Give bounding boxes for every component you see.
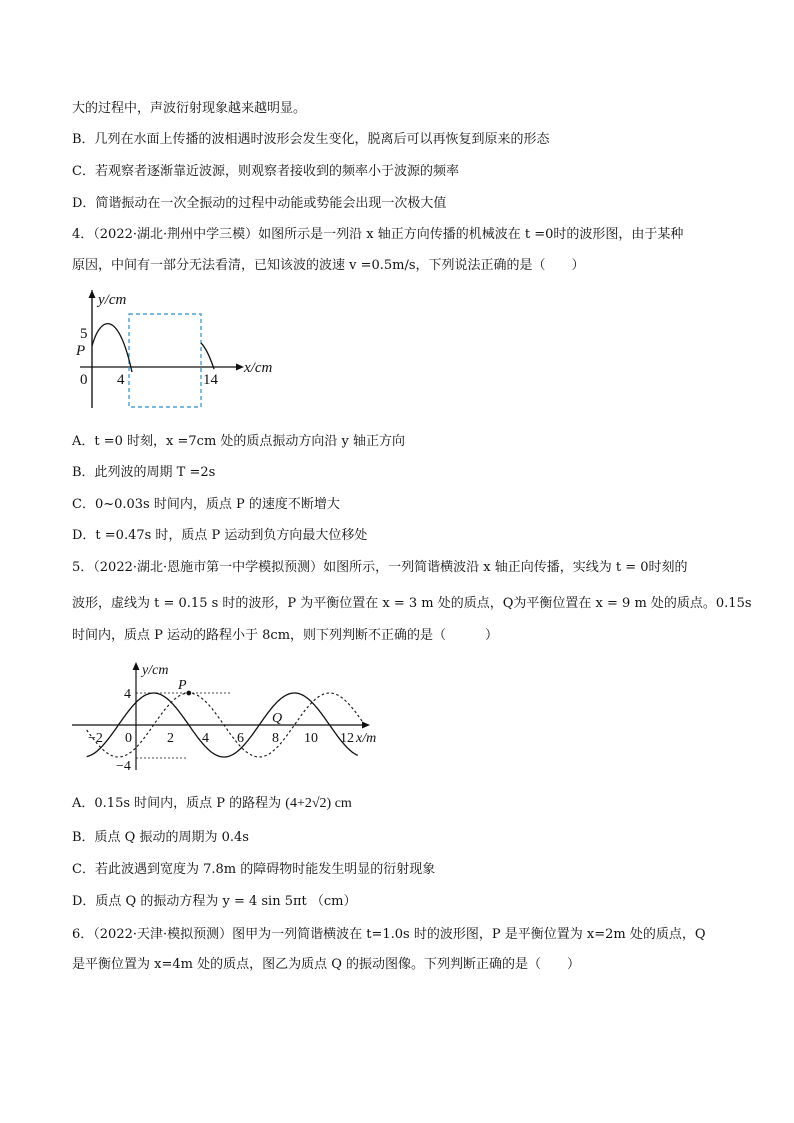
x-tick-12: 12	[340, 731, 354, 746]
question-4-stem: 4．（2022·湖北·荆州中学三模）如图所示是一列沿 x 轴正方向传播的机械波在 t =0时的波形图，由于某种	[72, 227, 684, 242]
y-axis-label: y/cm	[98, 292, 127, 308]
x-axis-label: x/cm	[244, 360, 273, 376]
question-6-stem: 6．（2022·天津·模拟预测）图甲为一列简谐横波在 t=1.0s 时的波形图，P 是平衡位置为 x=2m 处的质点，Q	[72, 927, 706, 942]
y-axis-label: y/cm	[142, 663, 169, 678]
question-5-stem: 5．（2022·湖北·恩施市第一中学模拟预测）如图所示，一列简谐横波沿 x 轴正向传播，实线为 t = 0时刻的	[72, 560, 688, 575]
x-tick-10: 10	[304, 731, 318, 746]
x-tick-2: 2	[167, 731, 174, 746]
question-4-option-b: B．此列波的周期 T =2s	[72, 465, 216, 480]
option-b: B．几列在水面上传播的波相遇时波形会发生变化，脱离后可以再恢复到原来的形态	[72, 132, 550, 147]
option-a-math: (4+2√2) cm	[285, 796, 352, 811]
option-a-text: A．0.15s 时间内，质点 P 的路程为	[72, 796, 282, 811]
x-tick-4: 4	[117, 372, 125, 388]
y-tick-5: 5	[80, 326, 88, 342]
point-p-label: P	[178, 678, 187, 693]
question-4-option-a: A．t =0 时刻，x =7cm 处的质点振动方向沿 y 轴正方向	[72, 434, 406, 449]
x-tick-neg2: −2	[88, 731, 103, 746]
question-5-stem-cont: 波形，虚线为 t = 0.15 s 时的波形，P 为平衡位置在 x = 3 m 处的质点，Q为平衡位置在 x = 9 m 处的质点。0.15s	[72, 596, 752, 611]
wave-figure-2	[70, 660, 390, 775]
question-4-option-c: C．0~0.03s 时间内，质点 P 的速度不断增大	[72, 497, 340, 512]
text-line: 大的过程中，声波衍射现象越来越明显。	[72, 101, 307, 116]
x-tick-6: 6	[237, 731, 244, 746]
question-6-stem-cont: 是平衡位置为 x=4m 处的质点，图乙为质点 Q 的振动图像。下列判断正确的是（ ）	[72, 957, 581, 972]
point-p-label: P	[76, 343, 86, 359]
x-tick-8: 8	[272, 731, 279, 746]
question-4-option-d: D．t =0.47s 时，质点 P 运动到负方向最大位移处	[72, 528, 368, 543]
x-tick-4: 4	[202, 731, 209, 746]
wave-figure-1	[72, 290, 292, 415]
y-tick-neg4: −4	[116, 759, 131, 774]
question-5-option-a	[72, 795, 352, 813]
x-axis-label: x/m	[356, 731, 377, 746]
question-5-stem-cont2: 时间内，质点 P 运动的路程小于 8cm，则下列判断不正确的是（ ）	[72, 628, 499, 643]
option-c: C．若观察者逐渐靠近波源，则观察者接收到的频率小于波源的频率	[72, 164, 459, 179]
x-tick-0: 0	[80, 372, 88, 388]
question-5-option-b: B．质点 Q 振动的周期为 0.4s	[72, 830, 249, 845]
point-q-label: Q	[272, 711, 283, 726]
question-5-option-d: D．质点 Q 的振动方程为 y = 4 sin 5πt （cm）	[72, 894, 357, 909]
x-tick-0: 0	[125, 731, 132, 746]
question-5-option-c: C．若此波遇到宽度为 7.8m 的障碍物时能发生明显的衍射现象	[72, 862, 436, 877]
y-tick-4: 4	[124, 687, 131, 702]
question-4-stem-cont: 原因，中间有一部分无法看清，已知该波的波速 v =0.5m/s，下列说法正确的是（ ）	[72, 258, 585, 273]
x-tick-14: 14	[203, 372, 218, 388]
option-d: D．简谐振动在一次全振动的过程中动能或势能会出现一次极大值	[72, 196, 447, 211]
